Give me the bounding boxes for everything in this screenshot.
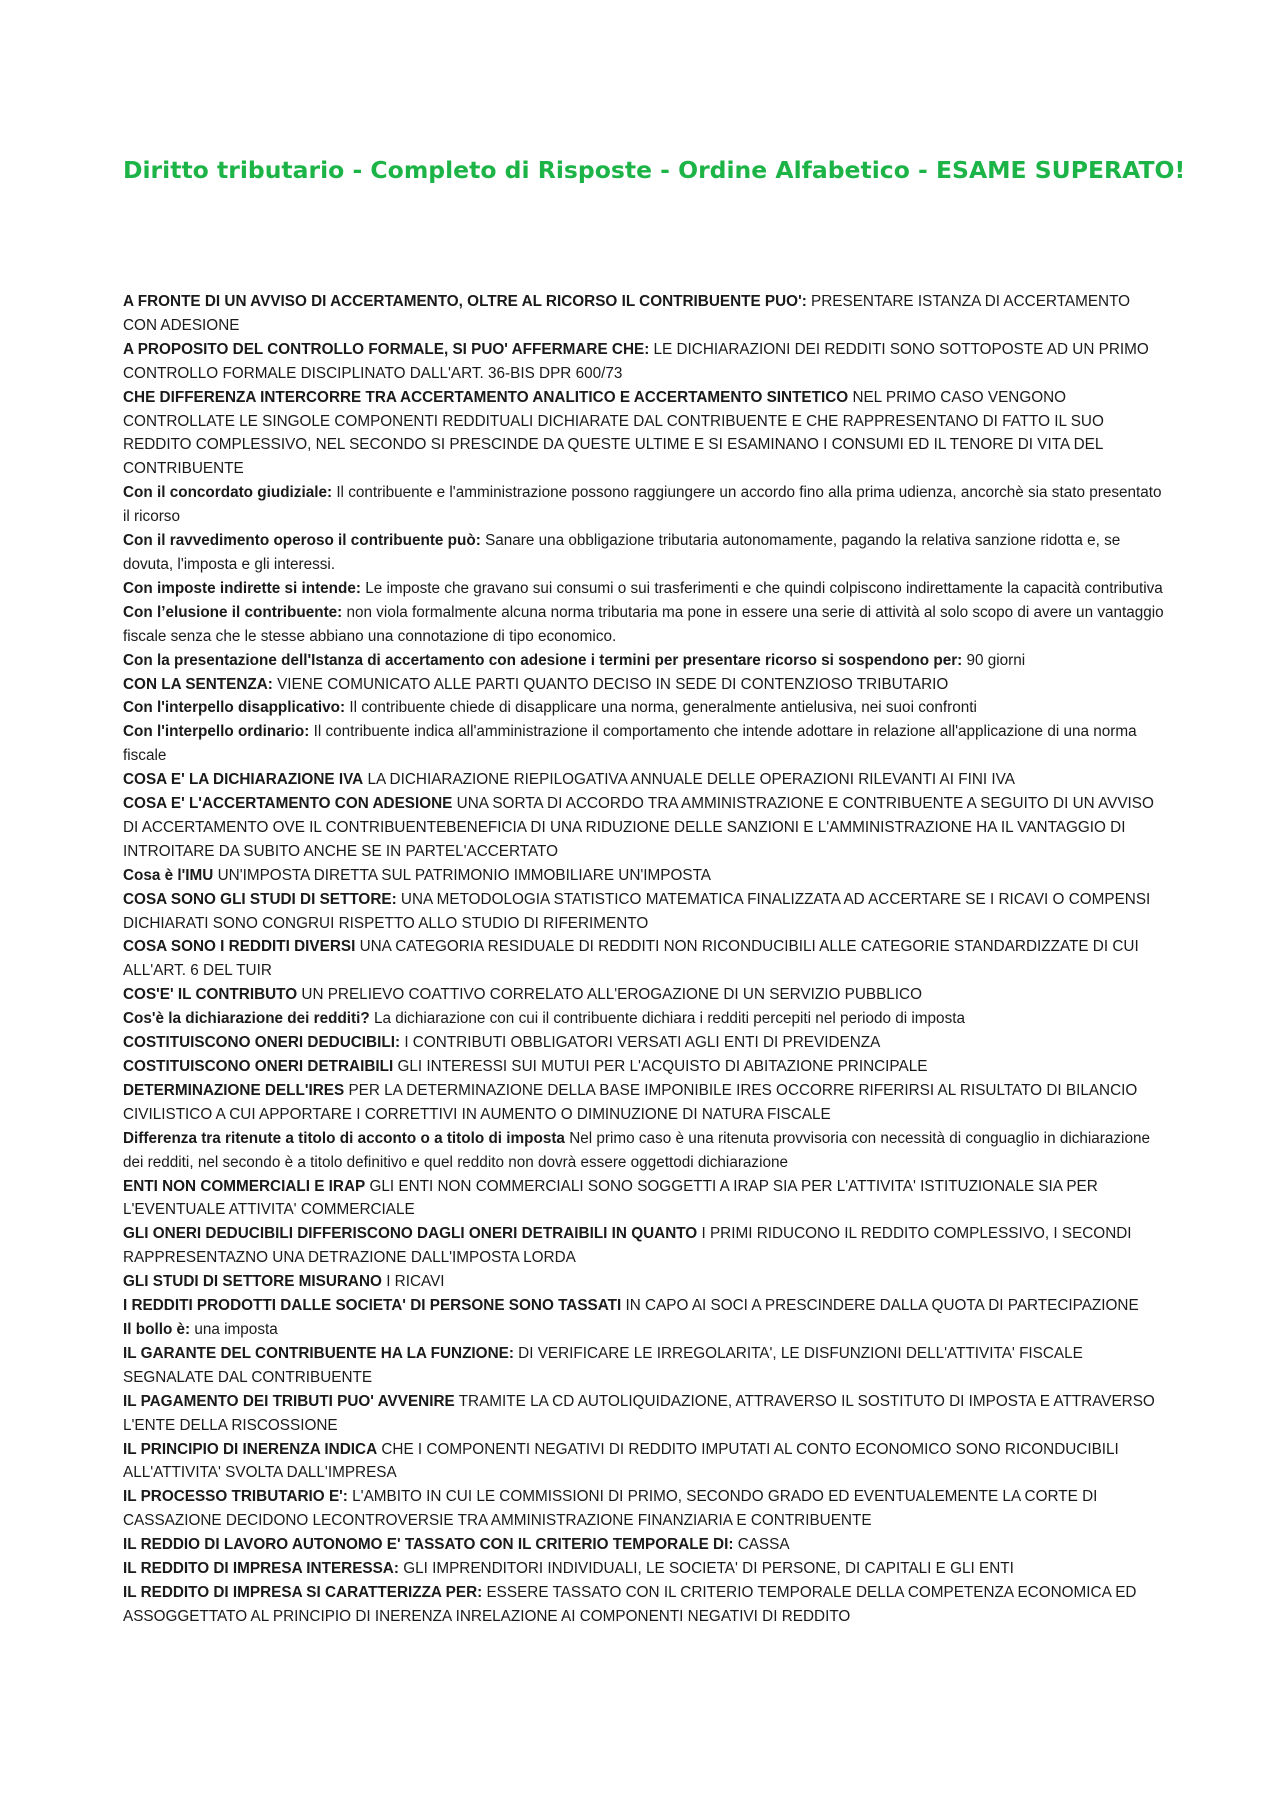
question-text: A FRONTE DI UN AVVISO DI ACCERTAMENTO, OLTRE AL RICORSO IL CONTRIBUENTE PUO': <box>123 293 807 310</box>
qa-entry <box>123 720 1168 768</box>
answer-text: ESSERE TASSATO CON IL CRITERIO TEMPORALE DELLA COMPETENZA ECONOMICA ED ASSOGGETTATO AL PRINCIPIO DI INERENZA INRELAZIONE AI COMPONENTI NEGATIVI DI REDDITO <box>123 1583 1137 1625</box>
question-text: COSTITUISCONO ONERI DEDUCIBILI: <box>123 1034 401 1052</box>
qa-entry <box>123 529 1168 577</box>
question-text: I REDDITI PRODOTTI DALLE SOCIETA' DI PERSONE SONO TASSATI <box>123 1297 622 1315</box>
answer-text: La dichiarazione con cui il contribuente dichiara i redditi percepiti nel periodo di imposta <box>374 1010 965 1028</box>
answer-text: 90 giorni <box>966 651 1026 669</box>
question-text: IL REDDIO DI LAVORO AUTONOMO E' TASSATO CON IL CRITERIO TEMPORALE DI: <box>123 1536 734 1554</box>
answer-text: Il contribuente indica all'amministrazione il comportamento che intende adottare in relazione all'applicazione di una norma fiscale <box>123 723 1137 765</box>
qa-entry <box>123 768 1168 792</box>
qa-entry <box>123 649 1168 673</box>
question-text: IL REDDITO DI IMPRESA INTERESSA: <box>123 1560 399 1578</box>
question-text: Con il concordato giudiziale: <box>123 484 333 502</box>
answer-text: GLI IMPRENDITORI INDIVIDUALI, LE SOCIETA' DI PERSONE, DI CAPITALI E GLI ENTI <box>403 1560 1014 1578</box>
question-text: ENTI NON COMMERCIALI E IRAP <box>123 1177 366 1195</box>
question-text: IL GARANTE DEL CONTRIBUENTE HA LA FUNZIONE: <box>123 1344 514 1362</box>
answer-text: UNA SORTA DI ACCORDO TRA AMMINISTRAZIONE E CONTRIBUENTE A SEGUITO DI UN AVVISO DI ACCERTAMENTO OVE IL CONTRIBUENTEBENEFICIA DI UNA RIDUZIONE DELLE SANZIONI E L'AMMINISTRAZIONE HA IL VANTAGGIO DI INTROITARE DA SUBITO ANCHE SE IN PARTEL'ACCERTATO <box>123 795 1154 860</box>
question-text: Cosa è l'IMU <box>123 866 214 884</box>
question-text: IL PROCESSO TRIBUTARIO E': <box>123 1488 348 1506</box>
answer-text: GLI ENTI NON COMMERCIALI SONO SOGGETTI A IRAP SIA PER L'ATTIVITA' ISTITUZIONALE SIA PER L'EVENTUALE ATTIVITA' COMMERCIALE <box>123 1177 1098 1219</box>
qa-entry <box>123 1485 1168 1533</box>
answer-text: I CONTRIBUTI OBBLIGATORI VERSATI AGLI ENTI DI PREVIDENZA <box>404 1034 881 1052</box>
qa-entry <box>123 1270 1168 1294</box>
qa-entry <box>123 1031 1168 1055</box>
answer-text: VIENE COMUNICATO ALLE PARTI QUANTO DECISO IN SEDE DI CONTENZIOSO TRIBUTARIO <box>277 675 949 693</box>
question-text: COS'E' IL CONTRIBUTO <box>123 986 298 1004</box>
answer-text: I PRIMI RIDUCONO IL REDDITO COMPLESSIVO, I SECONDI RAPPRESENTAZNO UNA DETRAZIONE DALL'IMPOSTA LORDA <box>123 1225 1132 1267</box>
question-text: COSA E' LA DICHIARAZIONE IVA <box>123 771 364 789</box>
answer-text: UN PRELIEVO COATTIVO CORRELATO ALL'EROGAZIONE DI UN SERVIZIO PUBBLICO <box>301 986 922 1004</box>
answer-text: LE DICHIARAZIONI DEI REDDITI SONO SOTTOPOSTE AD UN PRIMO CONTROLLO FORMALE DISCIPLINATO DALL'ART. 36-BIS DPR 600/73 <box>123 340 1149 382</box>
answer-text: Nel primo caso è una ritenuta provvisoria con necessità di conguaglio in dichiarazione dei redditi, nel secondo è a titolo definitivo e quel reddito non dovrà essere oggettodi dichiarazione <box>123 1129 1150 1171</box>
qa-entry <box>123 1079 1168 1127</box>
qa-entry <box>123 386 1168 482</box>
answer-text: CHE I COMPONENTI NEGATIVI DI REDDITO IMPUTATI AL CONTO ECONOMICO SONO RICONDUCIBILI ALL'ATTIVITA' SVOLTA DALL'IMPRESA <box>123 1440 1119 1482</box>
qa-entry <box>123 983 1168 1007</box>
question-text: Con l’elusione il contribuente: <box>123 603 343 621</box>
qa-entry <box>123 1007 1168 1031</box>
question-text: DETERMINAZIONE DELL'IRES <box>123 1081 345 1099</box>
qa-entry <box>123 1127 1168 1175</box>
answer-text: Il contribuente chiede di disapplicare una norma, generalmente antielusiva, nei suoi confronti <box>349 699 977 717</box>
qa-entry <box>123 577 1168 601</box>
question-text: Differenza tra ritenute a titolo di acconto o a titolo di imposta <box>123 1129 565 1147</box>
answer-text: LA DICHIARAZIONE RIEPILOGATIVA ANNUALE DELLE OPERAZIONI RILEVANTI AI FINI IVA <box>367 771 1015 789</box>
question-text: Il bollo è: <box>123 1320 191 1338</box>
qa-entry <box>123 864 1168 888</box>
question-text: COSTITUISCONO ONERI DETRAIBILI <box>123 1058 394 1075</box>
question-text: IL PAGAMENTO DEI TRIBUTI PUO' AVVENIRE <box>123 1392 455 1410</box>
answer-text: Il contribuente e l'amministrazione possono raggiungere un accordo fino alla prima udienza, ancorchè sia stato presentato il ricorso <box>123 484 1162 526</box>
qa-entry <box>123 481 1168 529</box>
qa-entry <box>123 1222 1168 1270</box>
qa-entry <box>123 1581 1168 1629</box>
qa-entry <box>123 1175 1168 1223</box>
question-text: Con l'interpello ordinario: <box>123 723 310 741</box>
answer-text: UN'IMPOSTA DIRETTA SUL PATRIMONIO IMMOBILIARE UN'IMPOSTA <box>217 866 711 884</box>
answer-text: IN CAPO AI SOCI A PRESCINDERE DALLA QUOTA DI PARTECIPAZIONE <box>625 1297 1139 1315</box>
document-title: Diritto tributario - Completo di Risposte - Ordine Alfabetico - ESAME SUPERATO! <box>123 156 1186 184</box>
answer-text: L'AMBITO IN CUI LE COMMISSIONI DI PRIMO, SECONDO GRADO ED EVENTUALEMENTE LA CORTE DI CASSAZIONE DECIDONO LECONTROVERSIE TRA AMMINISTRAZIONE FINANZIARIA E CONTRIBUENTE <box>123 1488 1098 1530</box>
question-text: Con il ravvedimento operoso il contribuente può: <box>123 532 481 550</box>
qa-entry <box>123 1533 1168 1557</box>
answer-text: PRESENTARE ISTANZA DI ACCERTAMENTO CON ADESIONE <box>123 293 1131 334</box>
answer-text: I RICAVI <box>386 1273 445 1291</box>
qa-entry <box>123 792 1168 864</box>
qa-entry <box>123 1438 1168 1486</box>
qa-entry <box>123 1055 1168 1079</box>
qa-entry <box>123 1318 1168 1342</box>
qa-entry <box>123 1557 1168 1581</box>
question-text: COSA E' L'ACCERTAMENTO CON ADESIONE <box>123 795 453 813</box>
answer-text: TRAMITE LA CD AUTOLIQUIDAZIONE, ATTRAVERSO IL SOSTITUTO DI IMPOSTA E ATTRAVERSO L'ENTE DELLA RISCOSSIONE <box>123 1392 1155 1434</box>
answer-text: una imposta <box>194 1320 278 1338</box>
qa-entry <box>123 1390 1168 1438</box>
question-text: IL REDDITO DI IMPRESA SI CARATTERIZZA PER: <box>123 1583 483 1601</box>
qa-entry <box>123 696 1168 720</box>
question-text: GLI STUDI DI SETTORE MISURANO <box>123 1273 382 1291</box>
question-text: Con l'interpello disapplicativo: <box>123 699 346 717</box>
question-text: Con imposte indirette si intende: <box>123 579 361 597</box>
question-text: GLI ONERI DEDUCIBILI DIFFERISCONO DAGLI ONERI DETRAIBILI IN QUANTO <box>123 1225 698 1243</box>
answer-text: UNA METODOLOGIA STATISTICO MATEMATICA FINALIZZATA AD ACCERTARE SE I RICAVI O COMPENSI DICHIARATI SONO CONGRUI RISPETTO ALLO STUDIO DI RIFERIMENTO <box>123 890 1151 932</box>
qa-entry <box>123 601 1168 649</box>
answer-text: NEL PRIMO CASO VENGONO CONTROLLATE LE SINGOLE COMPONENTI REDDITUALI DICHIARATE DAL CONTRIBUENTE E CHE RAPPRESENTANO DI FATTO IL SUO REDDITO COMPLESSIVO, NEL SECONDO SI PRESCINDE DA QUESTE ULTIME E SI ESAMINANO I CONSUMI ED IL TENORE DI VITA DEL CONTRIBUENTE <box>123 388 1104 478</box>
question-text: A PROPOSITO DEL CONTROLLO FORMALE, SI PUO' AFFERMARE CHE: <box>123 340 650 358</box>
qa-entry <box>123 1294 1168 1318</box>
answer-text: Sanare una obbligazione tributaria autonomamente, pagando la relativa sanzione ridotta e, se dovuta, l'imposta e gli interessi. <box>123 532 1121 573</box>
question-text: CHE DIFFERENZA INTERCORRE TRA ACCERTAMENTO ANALITICO E ACCERTAMENTO SINTETICO <box>123 388 849 406</box>
qa-entry <box>123 935 1168 983</box>
qa-entry <box>123 290 1168 338</box>
answer-text: UNA CATEGORIA RESIDUALE DI REDDITI NON RICONDUCIBILI ALLE CATEGORIE STANDARDIZZATE DI CUI ALL'ART. 6 DEL TUIR <box>123 938 1139 980</box>
question-text: COSA SONO GLI STUDI DI SETTORE: <box>123 890 397 908</box>
answer-text: Le imposte che gravano sui consumi o sui trasferimenti e che quindi colpiscono indirettamente la capacità contributiva <box>365 579 1163 597</box>
qa-entry <box>123 888 1168 936</box>
question-text: CON LA SENTENZA: <box>123 675 273 693</box>
answer-text: DI VERIFICARE LE IRREGOLARITA', LE DISFUNZIONI DELL'ATTIVITA' FISCALE SEGNALATE DAL CONTRIBUENTE <box>123 1344 1083 1386</box>
qa-list <box>123 290 1168 1629</box>
question-text: COSA SONO I REDDITI DIVERSI <box>123 938 356 956</box>
qa-entry <box>123 1342 1168 1390</box>
answer-text: GLI INTERESSI SUI MUTUI PER L'ACQUISTO DI ABITAZIONE PRINCIPALE <box>397 1058 928 1075</box>
question-text: Cos'è la dichiarazione dei redditi? <box>123 1010 370 1028</box>
qa-entry <box>123 673 1168 697</box>
qa-entry <box>123 338 1168 386</box>
answer-text: PER LA DETERMINAZIONE DELLA BASE IMPONIBILE IRES OCCORRE RIFERIRSI AL RISULTATO DI BILANCIO CIVILISTICO A CUI APPORTARE I CORRETTIVI IN AUMENTO O DIMINUZIONE DI NATURA FISCALE <box>123 1081 1138 1123</box>
question-text: Con la presentazione dell'Istanza di accertamento con adesione i termini per presentare ricorso si sospendono per: <box>123 651 963 669</box>
question-text: IL PRINCIPIO DI INERENZA INDICA <box>123 1440 378 1458</box>
answer-text: CASSA <box>737 1536 790 1554</box>
answer-text: non viola formalmente alcuna norma tributaria ma pone in essere una serie di attività al solo scopo di avere un vantaggio fiscale senza che le stesse abbiano una connotazione di tipo economico. <box>123 603 1164 645</box>
